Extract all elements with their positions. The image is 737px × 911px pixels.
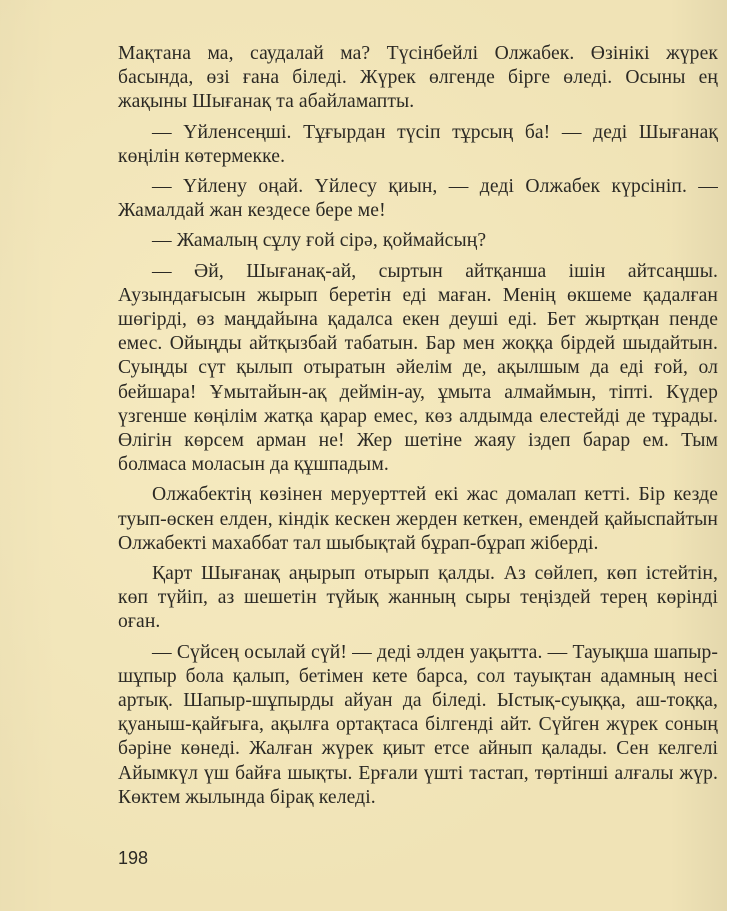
- paragraph: Қарт Шығанақ аңырып отырып қалды. Аз сөйлеп, көп істейтін, көп түйіп, аз шешетін түйық жанның сыры теңіздей терең көрінді оған.: [118, 563, 718, 633]
- paragraph: Олжабектің көзінен меруерттей екі жас домалап кетті. Бір кезде туып-өскен елден, кіндік кескен жерден кеткен, емендей қайыспайтын Олжабекті махаббат тал шыбықтай бұрап-бұрап жіберді.: [118, 484, 718, 554]
- paragraph: — Үйленсеңші. Тұғырдан түсіп тұрсың ба! — деді Шығанақ көңілін көтермекке.: [118, 121, 718, 167]
- body-text: [118, 42, 718, 816]
- paragraph: Мақтана ма, саудалай ма? Түсінбейлі Олжабек. Өзінікі жүрек басында, өзі ғана біледі. Жүрек өлгенде бірге өледі. Осыны ең жақыны Шығанақ та абайламапты.: [118, 43, 718, 113]
- paragraph: — Әй, Шығанақ-ай, сыртын айтқанша ішін айтсаңшы. Аузындағысын жырып беретін еді маған. Менің өкшеме қадалған шөгірді, өз маңдайына қадалса екен деуші еді. Бет жыртқан пенде емес. Ойыңды айтқызбай табатын. Бар мен жоққа бірдей шыдайтын. Суыңды сүт қылып отыратын әйелім де, ақылшым да еді ғой, ол бейшара! Ұмытайын-ақ деймін-ау, ұмыта алмаймын, тіпті. Күдер үзгенше көңілім жатқа қарар емес, көз алдымда елестейді де тұрады. Өлігін көрсем арман не! Жер шетіне жаяу іздеп барар ем. Тым болмаса моласын да құшпадым.: [118, 260, 718, 476]
- paragraph: — Жамалың сұлу ғой сірә, қоймайсың?: [152, 230, 487, 252]
- page-number: 198: [118, 848, 149, 868]
- paragraph: — Сүйсең осылай сүй! — деді әлден уақытта. — Тауықша шапыр-шұпыр бола қалып, бетімен кете барса, сол тауықтан адамның несі артық. Шапыр-шұпырды айуан да біледі. Ыстық-суыққа, аш-тоққа, қуаныш-қайғыға, ақылға ортақтаса білгенді айт. Сүйген жүрек соның бәріне көнеді. Жалған жүрек қиыт етсе айнып қалады. Сен келгелі Айымкүл үш байға шықты. Ерғали үшті тастап, төртінші алғалы жүр. Көктем жылында бірақ келеді.: [118, 641, 718, 808]
- paragraph: — Үйлену оңай. Үйлесу қиын, — деді Олжабек күрсініп. — Жамалдай жан кездесе бере ме!: [118, 176, 718, 222]
